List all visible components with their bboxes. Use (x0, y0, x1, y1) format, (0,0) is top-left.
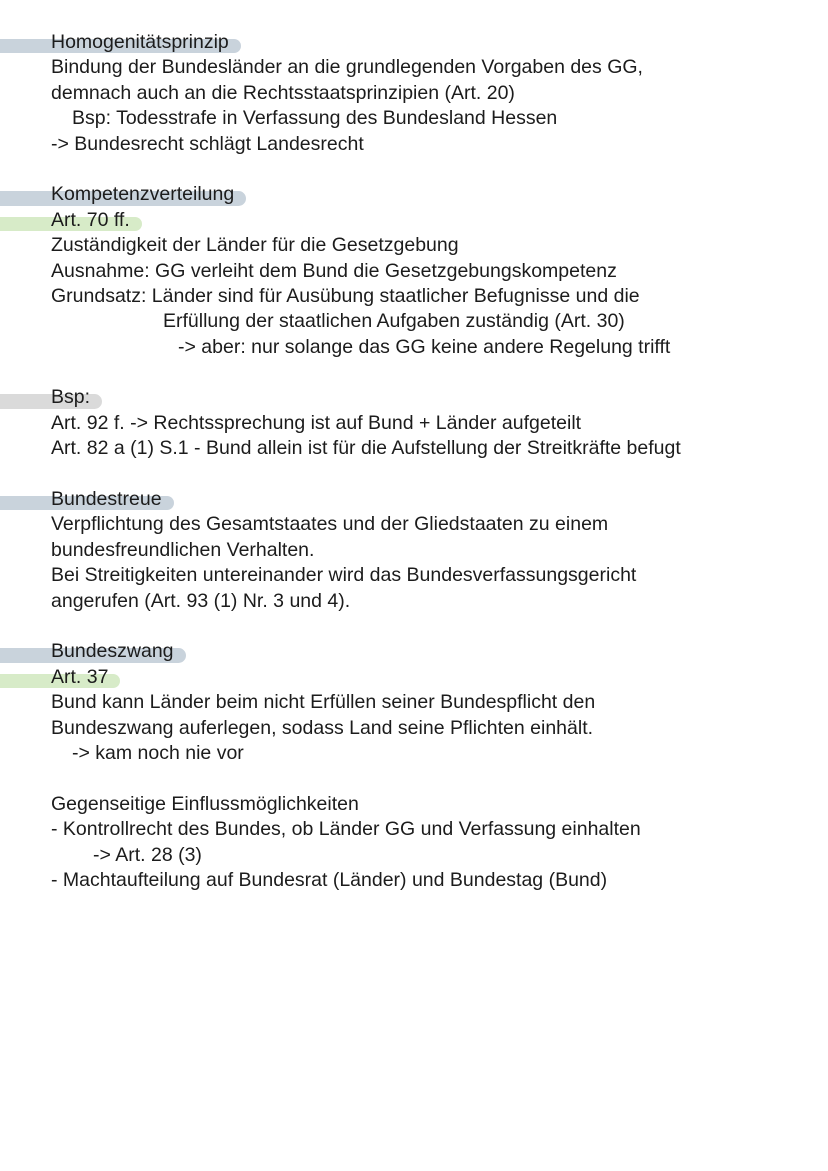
section-einfluss-heading: Gegenseitige Einflussmöglichkeiten (51, 792, 359, 815)
section-bundestreue-heading-line (0, 487, 828, 512)
text-line: bundesfreundlichen Verhalten. (51, 538, 315, 561)
conclusion-line: -> aber: nur solange das GG keine andere Regelung trifft (178, 335, 671, 358)
text-line: angerufen (Art. 93 (1) Nr. 3 und 4). (51, 589, 351, 612)
list-item: - Machtaufteilung auf Bundesrat (Länder) und Bundestag (Bund) (51, 868, 608, 891)
reference-line: -> Art. 28 (3) (93, 843, 202, 866)
article-reference: Art. 37 (51, 665, 108, 690)
section-heading: Bundeszwang (51, 639, 174, 664)
text-line: Erfüllung der staatlichen Aufgaben zuständig (Art. 30) (163, 310, 625, 333)
text-line: Art. 92 f. -> Rechtssprechung ist auf Bund + Länder aufgeteilt (51, 411, 582, 434)
text-line: Verpflichtung des Gesamtstaates und der Gliedstaaten zu einem (51, 513, 609, 536)
text-line: Zuständigkeit der Länder für die Gesetzgebung (51, 234, 459, 257)
section-heading: Bundestreue (51, 487, 162, 512)
text-line: Bei Streitigkeiten untereinander wird das Bundesverfassungsgericht (51, 564, 637, 587)
section-bundeszwang-heading-line (0, 639, 828, 664)
article-reference: Art. 70 ff. (51, 208, 130, 233)
section-homogenitaet-heading-line (0, 30, 828, 55)
text-line: Ausnahme: GG verleiht dem Bund die Gesetzgebungskompetenz (51, 259, 617, 282)
list-item: - Kontrollrecht des Bundes, ob Länder GG und Verfassung einhalten (51, 818, 641, 841)
text-line: demnach auch an die Rechtsstaatsprinzipien (Art. 20) (51, 81, 515, 104)
article-reference-line (0, 665, 828, 690)
section-beispiele-heading-line (0, 385, 828, 410)
section-heading: Bsp: (51, 385, 90, 410)
text-line: Bundeszwang auferlegen, sodass Land seine Pflichten einhält. (51, 716, 594, 739)
document-page (0, 30, 828, 893)
text-line: Bund kann Länder beim nicht Erfüllen seiner Bundespflicht den (51, 691, 596, 714)
article-reference-line (0, 208, 828, 233)
section-kompetenz-heading-line (0, 182, 828, 207)
section-heading: Kompetenzverteilung (51, 182, 234, 207)
example-line: Bsp: Todesstrafe in Verfassung des Bundesland Hessen (72, 107, 558, 130)
text-line: Bindung der Bundesländer an die grundlegenden Vorgaben des GG, (51, 56, 643, 79)
conclusion-line: -> kam noch nie vor (72, 741, 244, 764)
text-line: Grundsatz: Länder sind für Ausübung staatlicher Befugnisse und die (51, 284, 640, 307)
section-heading: Homogenitätsprinzip (51, 30, 229, 55)
text-line: Art. 82 a (1) S.1 - Bund allein ist für die Aufstellung der Streitkräfte befugt (51, 437, 681, 460)
conclusion-line: -> Bundesrecht schlägt Landesrecht (51, 132, 364, 155)
